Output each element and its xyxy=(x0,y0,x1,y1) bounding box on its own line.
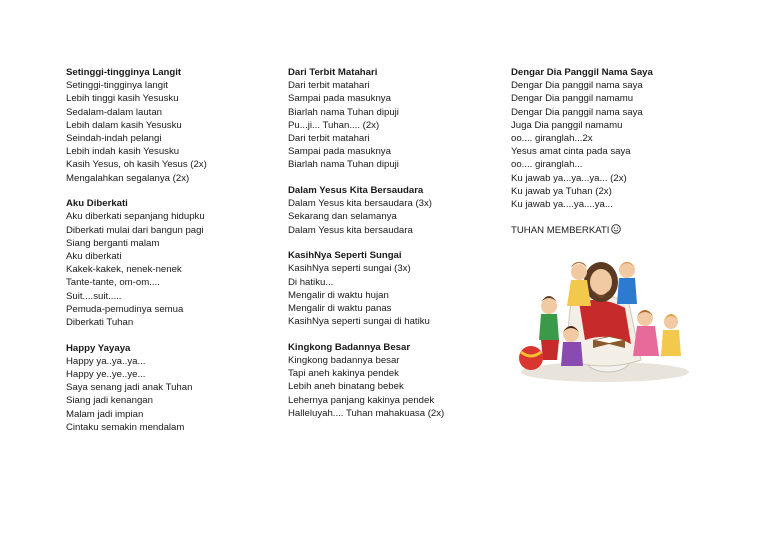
smiley-icon xyxy=(611,224,621,238)
lyric-line: Biarlah nama Tuhan dipuji xyxy=(288,106,399,118)
lyric-line: Aku diberkati xyxy=(66,251,122,263)
song-title: Happy Yayaya xyxy=(66,342,131,354)
lyric-line: Suit....suit..... xyxy=(66,290,122,302)
song-title: Setinggi-tingginya Langit xyxy=(66,67,182,78)
lyric-line: Malam jadi impian xyxy=(66,408,144,420)
lyric-line: Lehernya panjang kakinya pendek xyxy=(288,394,435,406)
lyric-line: Sampai pada masuknya xyxy=(288,93,391,105)
lyric-line: Sekarang dan selamanya xyxy=(288,211,397,223)
song-title: Dalam Yesus Kita Bersaudara xyxy=(288,185,424,197)
lyric-line: Di hatiku... xyxy=(288,276,334,288)
lyric-line: Cintaku semakin mendalam xyxy=(66,421,185,433)
lyric-line: Lebih dalam kasih Yesusku xyxy=(66,119,182,131)
song-block xyxy=(288,66,488,172)
lyric-line: Happy ya..ya..ya... xyxy=(66,355,146,367)
song-block xyxy=(288,341,488,420)
lyric-line: Siang berganti malam xyxy=(66,237,160,249)
lyric-line: KasihNya seperti sungai di hatiku xyxy=(288,316,430,328)
lyric-line: Kingkong badannya besar xyxy=(288,355,400,367)
lyric-line: Ku jawab ya Tuhan (2x) xyxy=(511,185,612,197)
lyric-line: Mengalahkan segalanya (2x) xyxy=(66,172,190,184)
lyric-line: Pemuda-pemudinya semua xyxy=(66,303,184,315)
lyric-line: Mengalir di waktu panas xyxy=(288,303,392,315)
lyric-line: Saya senang jadi anak Tuhan xyxy=(66,382,193,394)
lyric-line: Kasih Yesus, oh kasih Yesus (2x) xyxy=(66,159,207,171)
song-title: KasihNya Seperti Sungai xyxy=(288,250,402,262)
song-title: Dari Terbit Matahari xyxy=(288,67,378,78)
jesus-with-children-illustration xyxy=(513,248,691,388)
lyric-line: Lebih tinggi kasih Yesusku xyxy=(66,93,179,105)
lyric-line: Dengar Dia panggil namamu xyxy=(511,93,634,105)
lyric-line: Lebih indah kasih Yesusku xyxy=(66,146,180,158)
song-block xyxy=(66,342,266,434)
closing-text: TUHAN MEMBERKATI xyxy=(511,224,610,236)
lyric-line: Lebih aneh binatang bebek xyxy=(288,381,404,393)
lyric-line: Kakek-kakek, nenek-nenek xyxy=(66,264,182,276)
lyric-line: Ku jawab ya...ya...ya... (2x) xyxy=(511,172,627,184)
song-block xyxy=(66,66,266,185)
column-2 xyxy=(288,66,488,432)
lyric-line: Mengalir di waktu hujan xyxy=(288,289,389,301)
lyric-line: Setinggi-tingginya langit xyxy=(66,80,168,92)
song-block xyxy=(288,249,488,328)
closing-line xyxy=(511,224,731,238)
lyric-line: Biarlah nama Tuhan dipuji xyxy=(288,159,399,171)
song-title: Kingkong Badannya Besar xyxy=(288,341,411,353)
song-title: Aku Diberkati xyxy=(66,198,128,210)
lyric-line: Tapi aneh kakinya pendek xyxy=(288,368,399,380)
lyric-line: Dengar Dia panggil nama saya xyxy=(511,80,643,92)
lyric-line: Dengar Dia panggil nama saya xyxy=(511,106,643,118)
song-block xyxy=(288,184,488,237)
lyric-line: Sampai pada masuknya xyxy=(288,146,391,158)
lyric-line: Ku jawab ya....ya....ya... xyxy=(511,199,613,211)
lyric-line: Diberkati Tuhan xyxy=(66,317,134,329)
lyric-line: oo.... giranglah...2x xyxy=(511,133,593,145)
lyric-line: Pu...ji... Tuhan.... (2x) xyxy=(288,119,380,131)
song-title: Dengar Dia Panggil Nama Saya xyxy=(511,67,653,78)
lyric-line: Halleluyah.... Tuhan mahakuasa (2x) xyxy=(288,407,445,419)
column-1 xyxy=(66,66,266,446)
lyric-line: Seindah-indah pelangi xyxy=(66,133,162,145)
lyric-line: Happy ye..ye..ye... xyxy=(66,369,146,381)
lyric-line: Aku diberkati sepanjang hidupku xyxy=(66,211,205,223)
lyric-line: Dari terbit matahari xyxy=(288,133,370,145)
lyric-line: Dalam Yesus kita bersaudara xyxy=(288,224,413,236)
song-block xyxy=(511,66,731,211)
lyric-line: Siang jadi kenangan xyxy=(66,395,153,407)
song-block xyxy=(66,197,266,329)
lyric-line: Yesus amat cinta pada saya xyxy=(511,146,631,158)
lyric-line: Dari terbit matahari xyxy=(288,80,370,92)
lyric-line: KasihNya seperti sungai (3x) xyxy=(288,263,411,275)
lyric-line: Juga Dia panggil namamu xyxy=(511,119,623,131)
lyric-line: oo.... giranglah... xyxy=(511,159,583,171)
lyric-line: Sedalam-dalam lautan xyxy=(66,106,162,118)
column-3 xyxy=(511,66,731,238)
lyric-line: Tante-tante, om-om.... xyxy=(66,277,160,289)
lyric-line: Diberkati mulai dari bangun pagi xyxy=(66,224,204,236)
lyric-line: Dalam Yesus kita bersaudara (3x) xyxy=(288,198,432,210)
